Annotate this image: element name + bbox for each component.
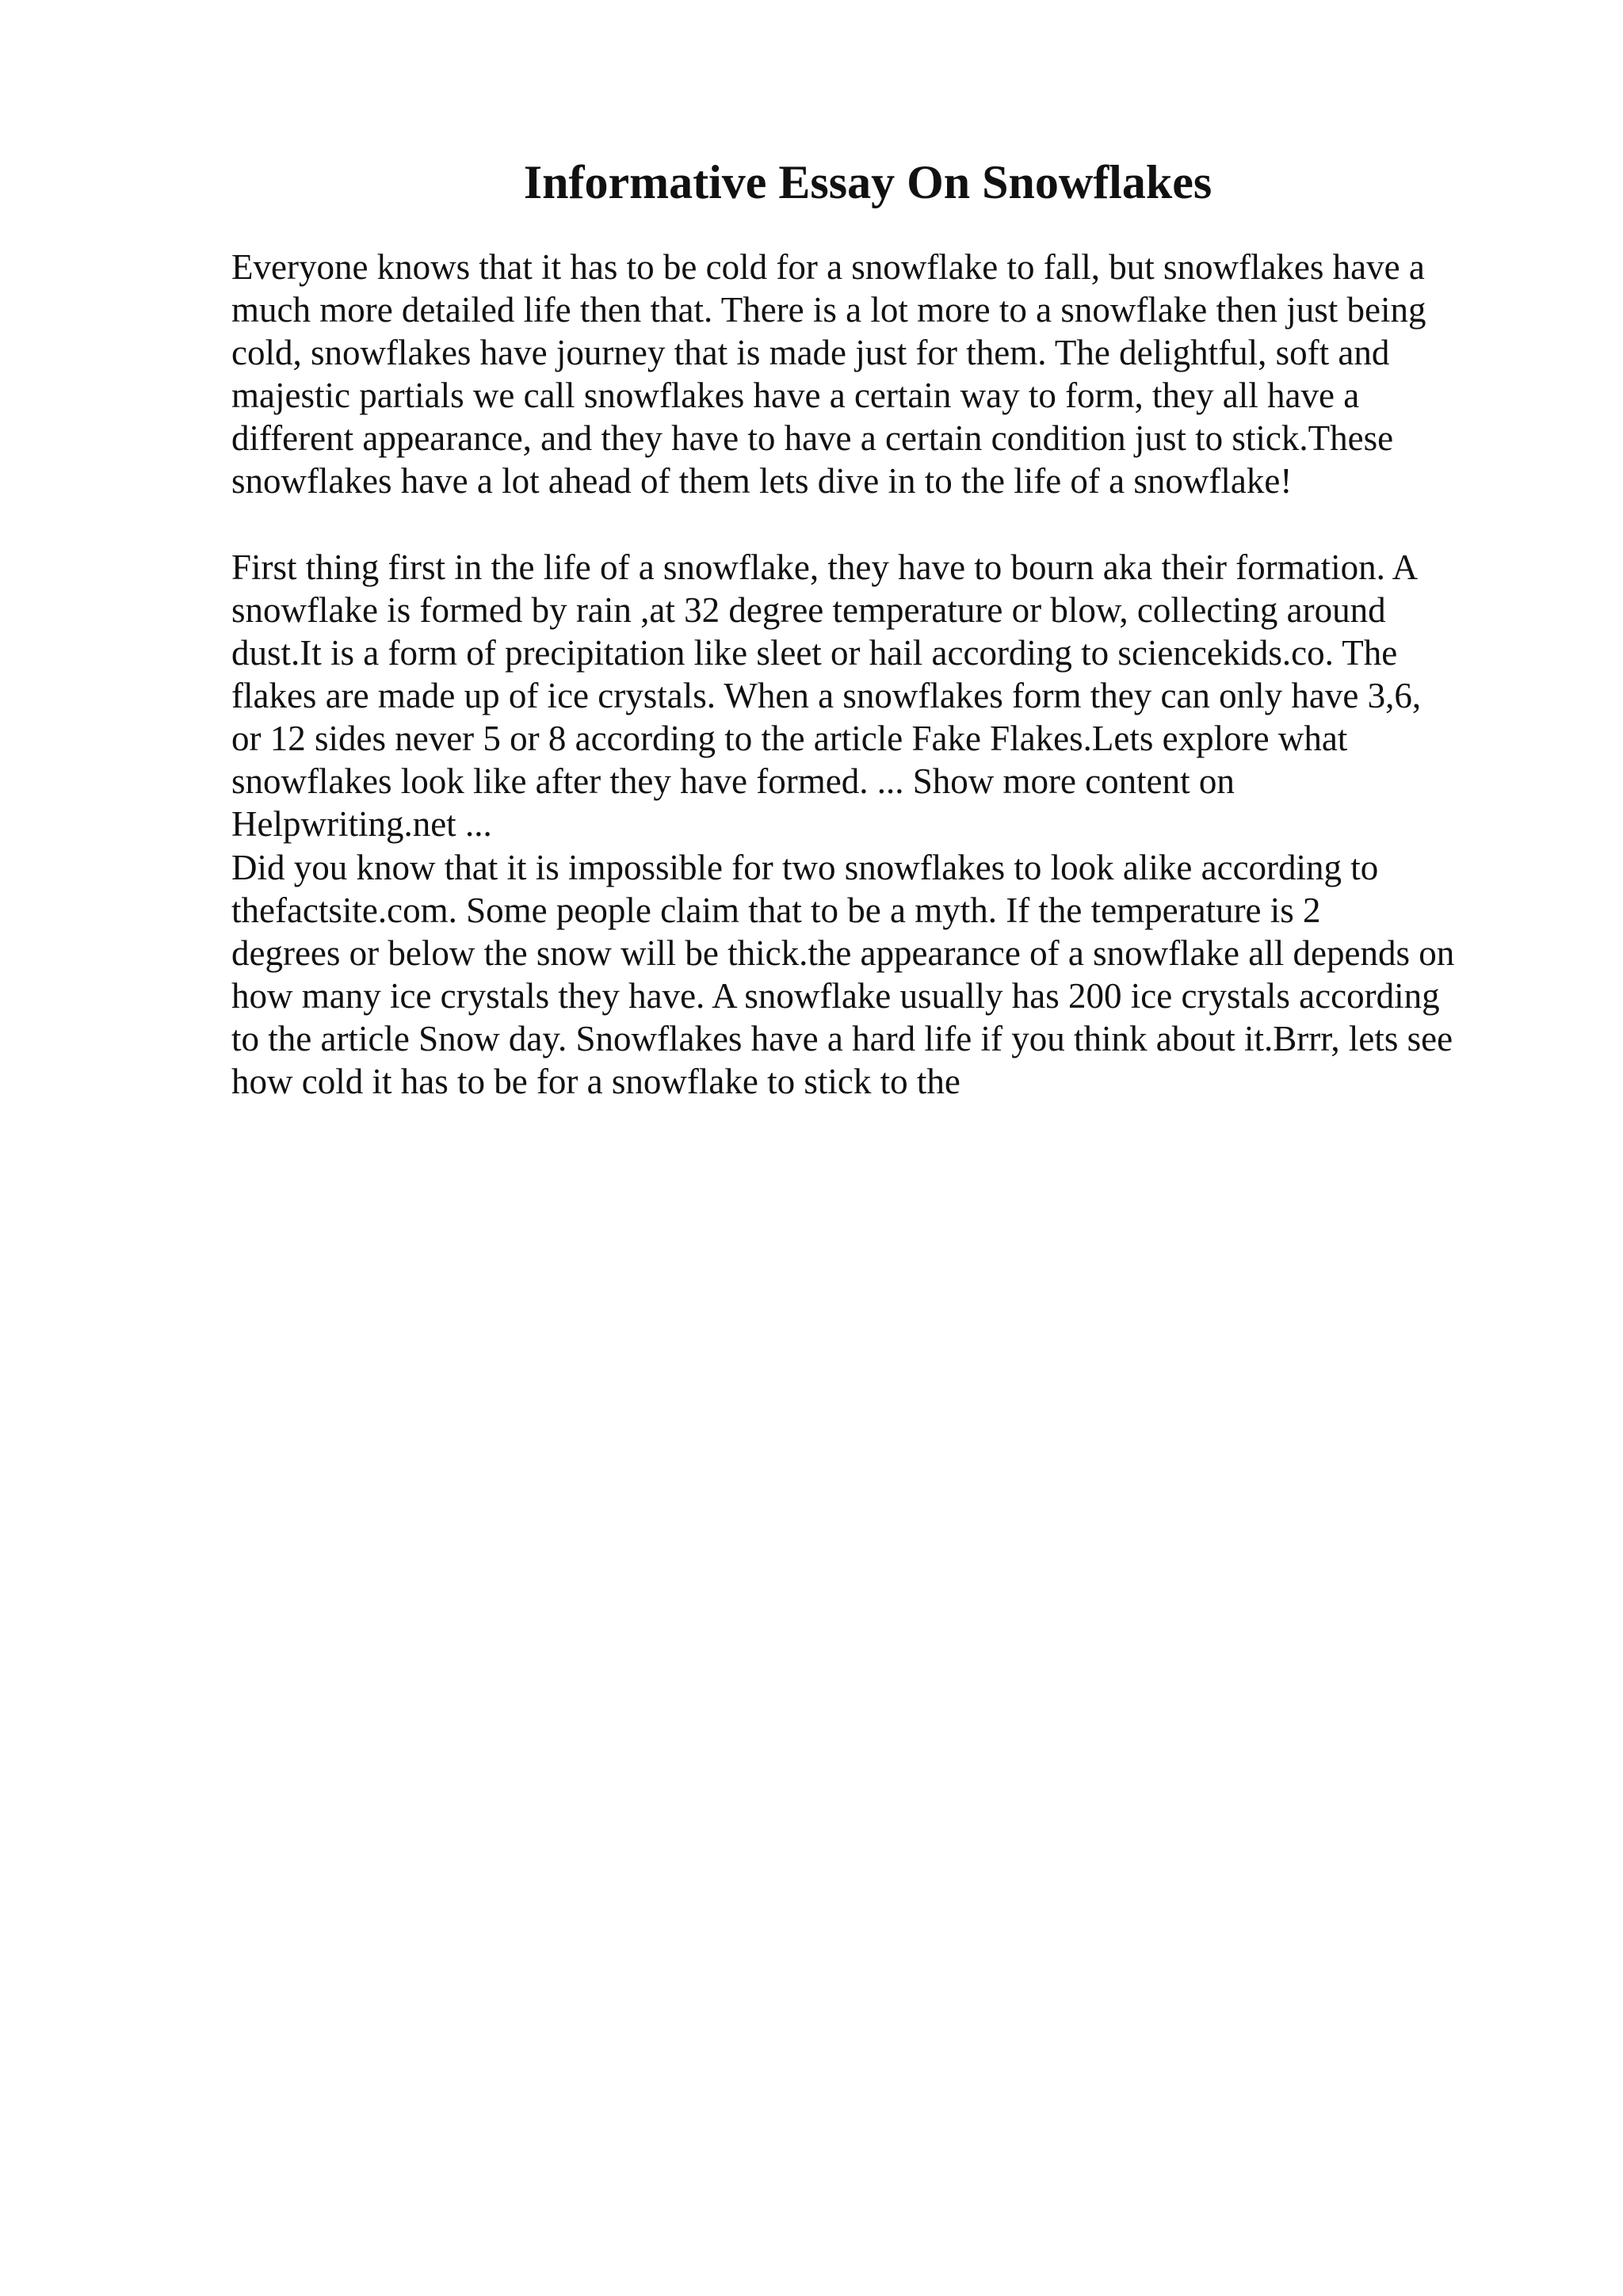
text-line: how cold it has to be for a snowflake to stick to the [231,1062,960,1101]
text-line: Everyone knows that it has to be cold for a snowflake to fall, but snowflakes have a [231,247,1425,287]
text-line: or 12 sides never 5 or 8 according to the article Fake Flakes.Lets explore what [231,719,1348,758]
text-line: majestic partials we call snowflakes have a certain way to form, they all have a [231,376,1360,415]
text-line: different appearance, and they have to have a certain condition just to stick.These [231,418,1394,458]
text-line: snowflake is formed by rain ,at 32 degree temperature or blow, collecting around [231,590,1386,630]
paragraph-appearance [231,846,1512,1103]
text-line: flakes are made up of ice crystals. When a snowflakes form they can only have 3,6, [231,676,1422,715]
text-line: to the article Snow day. Snowflakes have a hard life if you think about it.Brrr, lets see [231,1019,1453,1058]
paragraph-formation [231,546,1512,845]
paragraph-intro [231,246,1512,502]
document-title: Informative Essay On Snowflakes [523,156,1212,208]
text-line: Helpwriting.net ... [231,804,492,844]
text-line: thefactsite.com. Some people claim that to be a myth. If the temperature is 2 [231,891,1321,930]
text-line: degrees or below the snow will be thick.the appearance of a snowflake all depends on [231,933,1455,973]
text-line: cold, snowflakes have journey that is made just for them. The delightful, soft and [231,333,1390,372]
text-line: First thing first in the life of a snowflake, they have to bourn aka their formation. A [231,547,1419,587]
text-line: dust.It is a form of precipitation like sleet or hail according to sciencekids.co. The [231,633,1398,673]
text-line: snowflakes have a lot ahead of them lets dive in to the life of a snowflake! [231,461,1293,501]
text-line: snowflakes look like after they have formed. ... Show more content on [231,761,1235,801]
text-line: Did you know that it is impossible for two snowflakes to look alike according to [231,848,1379,887]
text-line: how many ice crystals they have. A snowflake usually has 200 ice crystals according [231,976,1440,1016]
text-line: much more detailed life then that. There is a lot more to a snowflake then just being [231,290,1426,330]
